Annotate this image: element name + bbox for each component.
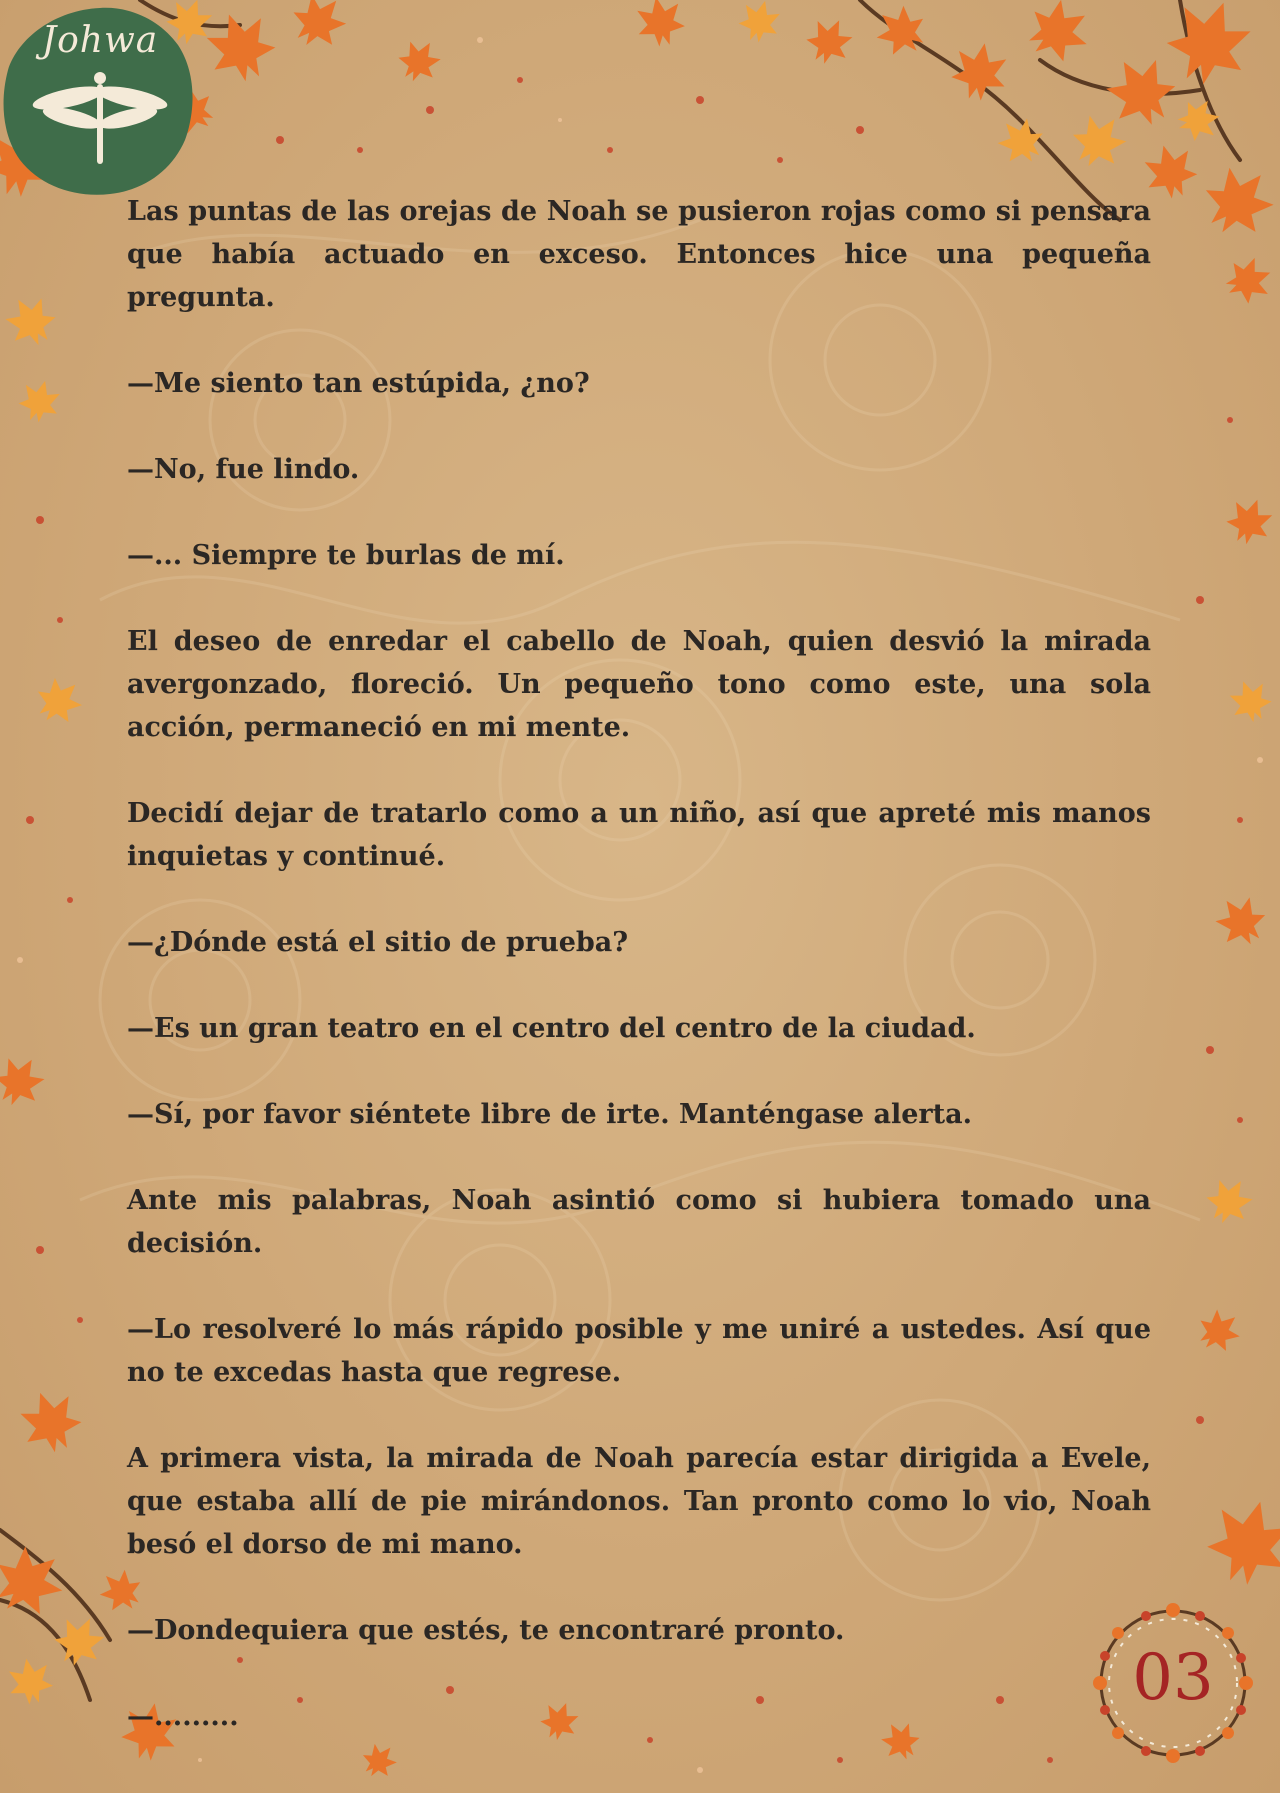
paragraph: A primera vista, la mirada de Noah parecía estar dirigida a Evele, que estaba allí de pie mirándonos. Tan pronto como lo vio, Noah besó el dorso de mi mano. [127, 1443, 1151, 1560]
paragraph: Las puntas de las orejas de Noah se pusieron rojas como si pensara que había actuado en exceso. Entonces hice una pequeña pregunta. [127, 196, 1151, 313]
logo-text: Johwa [41, 20, 159, 61]
paragraph: Ante mis palabras, Noah asintió como si hubiera tomado una decisión. [127, 1185, 1151, 1259]
paragraph: El deseo de enredar el cabello de Noah, quien desvió la mirada avergonzado, floreció. Un pequeño tono como este, una sola acción, permaneció en mi mente. [127, 626, 1151, 743]
page-number-badge [1078, 1588, 1268, 1778]
paragraph: Decidí dejar de tratarlo como a un niño, así que apreté mis manos inquietas y continué. [127, 798, 1151, 872]
paragraph: —Es un gran teatro en el centro del centro de la ciudad. [127, 1013, 976, 1044]
page-number: 03 [1132, 1641, 1214, 1715]
paragraph: —Sí, por favor siéntete libre de irte. Manténgase alerta. [127, 1099, 973, 1130]
paragraph: —......... [127, 1701, 239, 1732]
brand-logo [0, 0, 200, 200]
paragraph: —... Siempre te burlas de mí. [127, 540, 565, 571]
paragraph: —¿Dónde está el sitio de prueba? [127, 927, 629, 958]
paragraph: —Dondequiera que estés, te encontraré pronto. [127, 1615, 845, 1646]
paragraph: —Me siento tan estúpida, ¿no? [127, 368, 590, 399]
document-body [127, 190, 1151, 1738]
paragraph: —No, fue lindo. [127, 454, 360, 485]
paragraph: —Lo resolveré lo más rápido posible y me uniré a ustedes. Así que no te excedas hasta que regrese. [127, 1314, 1151, 1388]
